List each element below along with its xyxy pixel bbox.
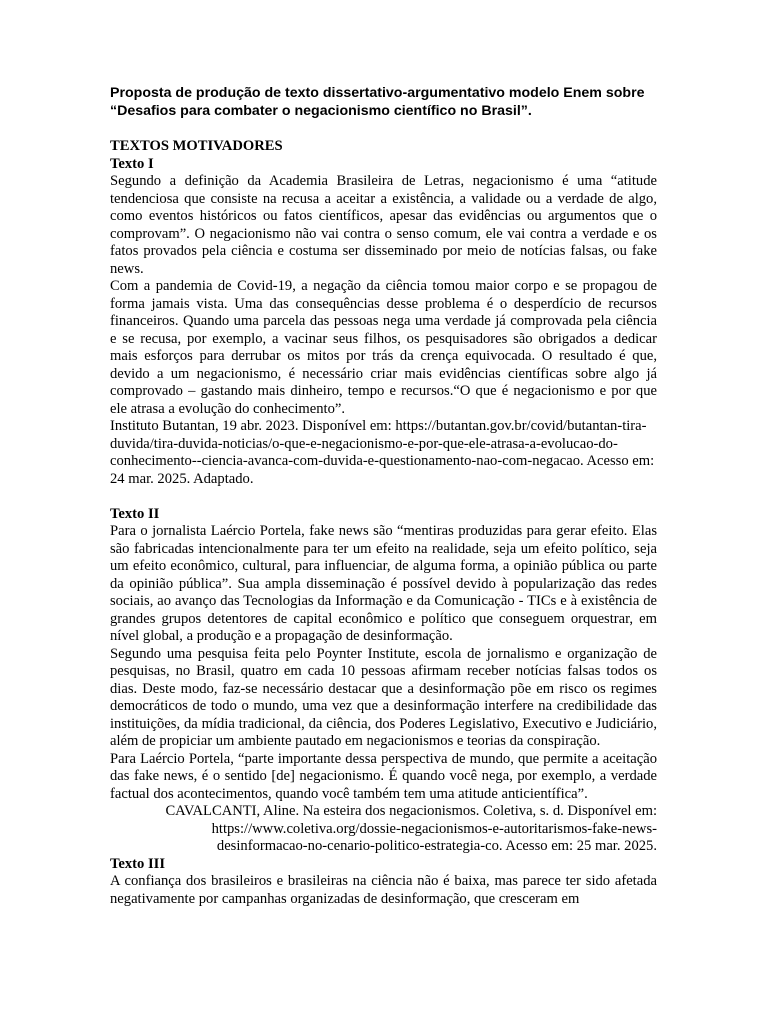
proposal-title: Proposta de produção de texto dissertativo-argumentativo modelo Enem sobre “Desafios para combater o negacionismo científico no Brasil”. bbox=[110, 85, 645, 119]
texto-1-paragraph-1: Segundo a definição da Academia Brasileira de Letras, negacionismo é uma “atitude tendenciosa que consiste na recusa a aceitar a existência, a validade ou a verdade de algo, como eventos históricos ou fatos científicos, apesar das evidências ou argumentos que o comprovam”. O negacionismo não vai contra o senso comum, ele vai contra a verdade e os fatos provados pela ciência e costuma ser disseminado por meio de notícias falsas, ou fake news. bbox=[110, 173, 657, 277]
texto-2-source-line-3: desinformacao-no-cenario-politico-estrategia-co. Acesso em: 25 mar. 2025. bbox=[216, 838, 657, 854]
texto-1-source: Instituto Butantan, 19 abr. 2023. Disponível em: https://butantan.gov.br/covid/butantan-tira-duvida/tira-duvida-noticias/o-que-e-negacionismo-e-por-que-ele-atrasa-a-evolucao-do-conhecimento--ciencia-avanca-com-duvida-e-questionamento-nao-com-negacao. Acesso em: 24 mar. 2025. Adaptado. bbox=[110, 418, 655, 487]
texto-3-heading: Texto III bbox=[110, 855, 166, 872]
section-heading: TEXTOS MOTIVADORES bbox=[110, 138, 283, 154]
spacer bbox=[110, 488, 657, 506]
texto-2-paragraph-3: Para Laércio Portela, “parte importante dessa perspectiva de mundo, que permite a aceitação das fake news, é o sentido [de] negacionismo. É quando você nega, por exemplo, a verdade factual dos acontecimentos, quando você também tem uma atitude anticientífica”. bbox=[110, 750, 657, 802]
texto-2-source bbox=[110, 803, 657, 856]
document-content bbox=[110, 84, 657, 908]
texto-1-heading: Texto I bbox=[110, 155, 154, 172]
texto-2-source-line-2: https://www.coletiva.org/dossie-negacionismos-e-autoritarismos-fake-news- bbox=[211, 820, 657, 837]
texto-2-paragraph-2: Segundo uma pesquisa feita pelo Poynter Institute, escola de jornalismo e organização de pesquisas, no Brasil, quatro em cada 10 pessoas afirmam receber notícias falsas todos os dias. Deste modo, faz-se necessário destacar que a desinformação põe em risco os regimes democráticos de todo o mundo, uma vez que a desinformação interfere na credibilidade das instituições, da mídia tradicional, da ciência, dos Poderes Legislativo, Executivo e Judiciário, além de propiciar um ambiente pautado em negacionismos e teorias da conspiração. bbox=[110, 645, 657, 749]
texto-2-source-line-1: CAVALCANTI, Aline. Na esteira dos negacionismos. Coletiva, s. d. Disponível em: bbox=[165, 803, 657, 819]
texto-2-heading: Texto II bbox=[110, 505, 160, 522]
texto-3-paragraph-1: A confiança dos brasileiros e brasileiras na ciência não é baixa, mas parece ter sido afetada negativamente por campanhas organizadas de desinformação, que cresceram em bbox=[110, 873, 657, 907]
texto-1-paragraph-2: Com a pandemia de Covid-19, a negação da ciência tomou maior corpo e se propagou de forma jamais vista. Uma das consequências desse problema é o desperdício de recursos financeiros. Quando uma parcela das pessoas nega uma verdade já comprovada pela ciência e se recusa, por exemplo, a vacinar seus filhos, os pesquisadores são obrigados a dedicar mais esforços para derrubar os mitos por trás da crença equivocada. O resultado é que, devido a um negacionismo, é necessário criar mais evidências científicas sobre algo já comprovado – gastando mais dinheiro, tempo e recursos.“O que é negacionismo e por que ele atrasa a evolução do conhecimento”. bbox=[110, 278, 657, 417]
texto-2-paragraph-1: Para o jornalista Laércio Portela, fake news são “mentiras produzidas para gerar efeito. Elas são fabricadas intencionalmente para ter um efeito na realidade, seja um efeito político, seja um efeito econômico, cultural, para influenciar, de alguma forma, a opinião pública ou parte da opinião pública”. Sua ampla disseminação é possível devido à popularização das redes sociais, ao avanço das Tecnologias da Informação e da Comunicação - TICs e à existência de grandes grupos detentores de capital econômico e político que conseguem orquestrar, em nível global, a produção e a propagação de desinformação. bbox=[110, 523, 657, 644]
